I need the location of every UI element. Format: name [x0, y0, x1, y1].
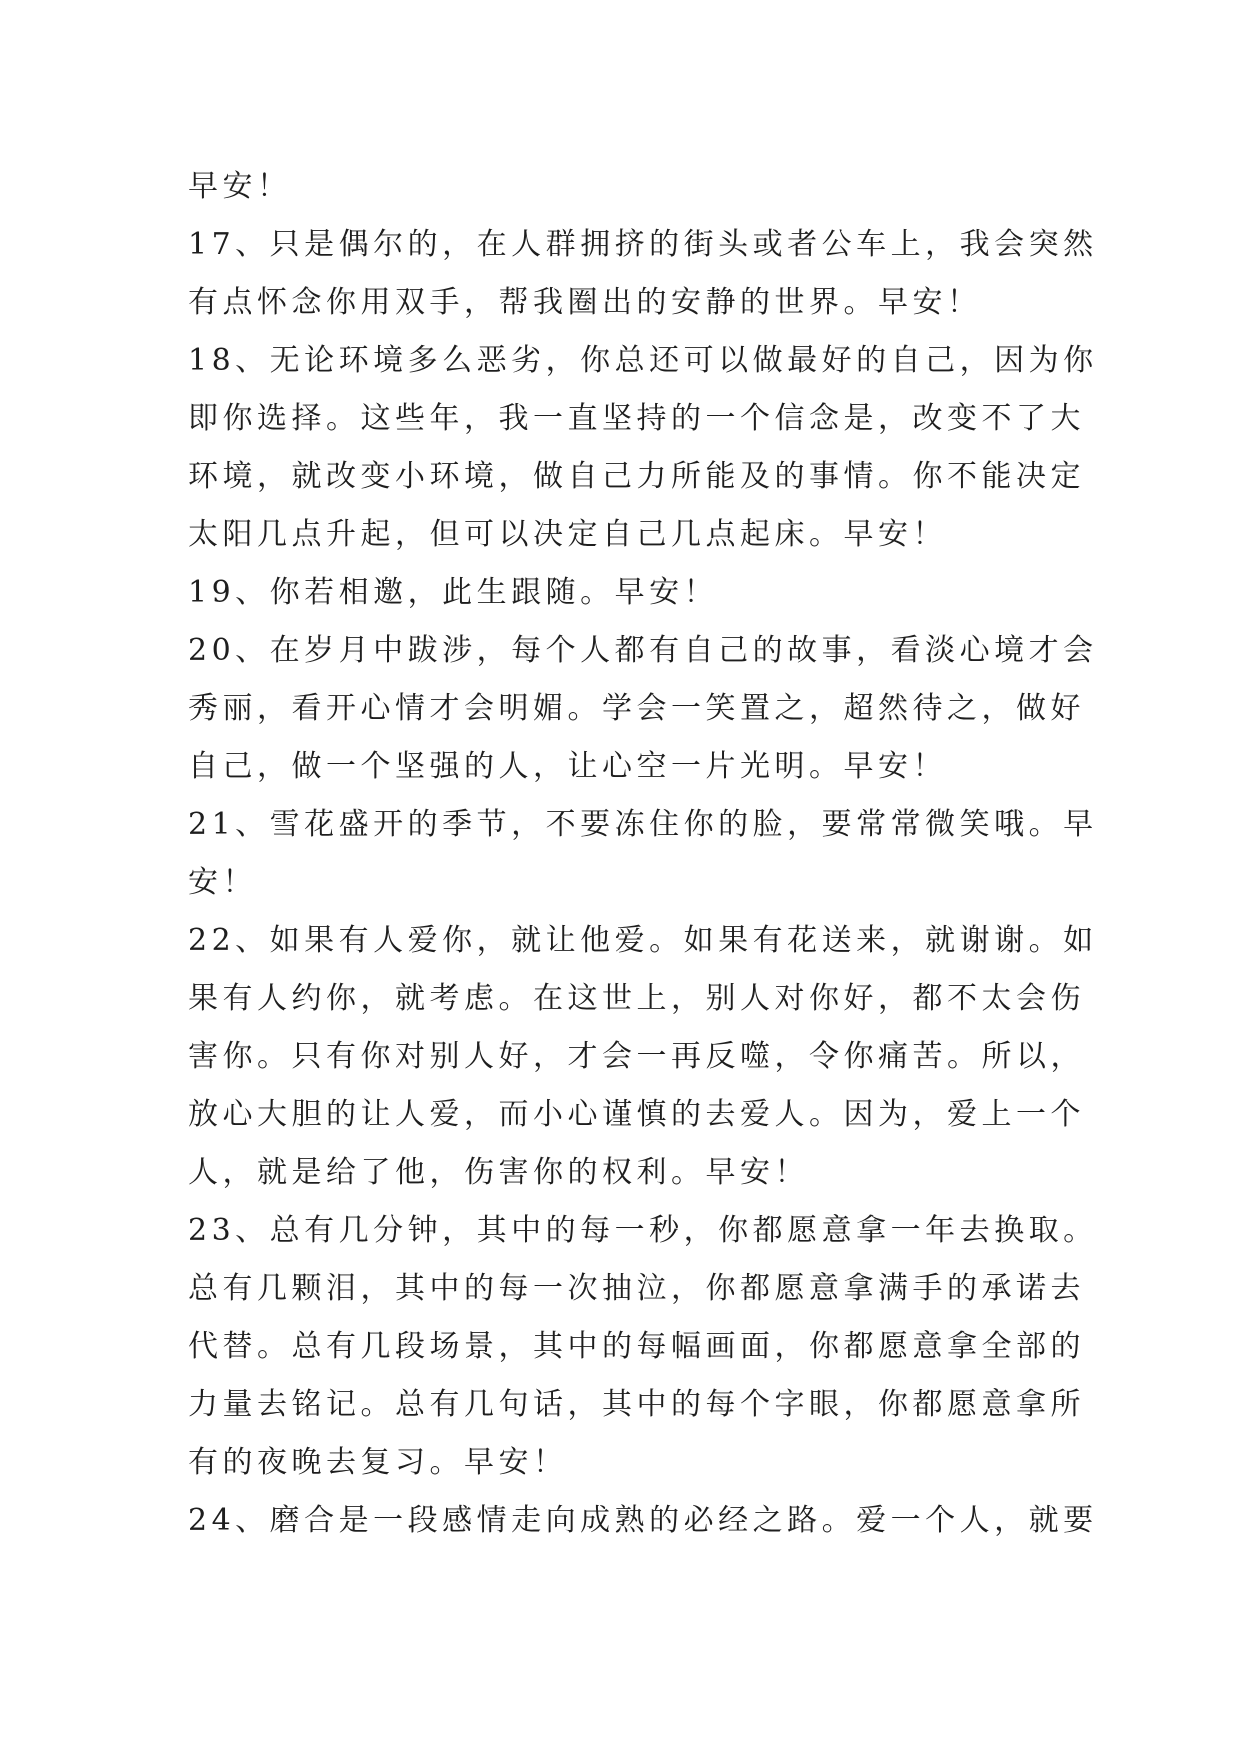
text-line: 20、在岁月中跋涉，每个人都有自己的故事，看淡心境才会 — [188, 633, 1098, 668]
text-line: 24、磨合是一段感情走向成熟的必经之路。爱一个人，就要 — [188, 1503, 1098, 1538]
text-line: 有的夜晚去复习。早安！ — [188, 1445, 568, 1480]
paragraph-22 — [188, 912, 1098, 1202]
text-line: 有点怀念你用双手，帮我圈出的安静的世界。早安！ — [188, 285, 982, 320]
paragraph-17 — [188, 216, 1098, 332]
text-line: 早安！ — [188, 169, 292, 204]
text-line: 秀丽，看开心情才会明媚。学会一笑置之，超然待之，做好 — [188, 691, 1085, 726]
paragraph-18 — [188, 332, 1098, 564]
text-line: 放心大胆的让人爱，而小心谨慎的去爱人。因为，爱上一个 — [188, 1097, 1085, 1132]
paragraph-16-tail — [188, 158, 1068, 216]
text-line: 力量去铭记。总有几句话，其中的每个字眼，你都愿意拿所 — [188, 1387, 1085, 1422]
text-line: 太阳几点升起，但可以决定自己几点起床。早安！ — [188, 517, 947, 552]
text-line: 23、总有几分钟，其中的每一秒，你都愿意拿一年去换取。 — [188, 1213, 1098, 1248]
text-line: 总有几颗泪，其中的每一次抽泣，你都愿意拿满手的承诺去 — [188, 1271, 1085, 1306]
document-body — [188, 158, 1098, 1550]
paragraph-24 — [188, 1492, 1098, 1550]
paragraph-23 — [188, 1202, 1098, 1492]
paragraph-20 — [188, 622, 1098, 796]
paragraph-19 — [188, 564, 1068, 622]
text-line: 即你选择。这些年，我一直坚持的一个信念是，改变不了大 — [188, 401, 1085, 436]
paragraph-21 — [188, 796, 1098, 912]
text-line: 代替。总有几段场景，其中的每幅画面，你都愿意拿全部的 — [188, 1329, 1085, 1364]
text-line: 环境，就改变小环境，做自己力所能及的事情。你不能决定 — [188, 459, 1085, 494]
text-line: 18、无论环境多么恶劣，你总还可以做最好的自己，因为你 — [188, 343, 1098, 378]
text-line: 自己，做一个坚强的人，让心空一片光明。早安！ — [188, 749, 947, 784]
text-line: 19、你若相邀，此生跟随。早安！ — [188, 575, 719, 610]
text-line: 人，就是给了他，伤害你的权利。早安！ — [188, 1155, 809, 1190]
text-line: 果有人约你，就考虑。在这世上，别人对你好，都不太会伤 — [188, 981, 1085, 1016]
text-line: 17、只是偶尔的，在人群拥挤的街头或者公车上，我会突然 — [188, 227, 1098, 262]
text-line: 安！ — [188, 865, 257, 900]
text-line: 22、如果有人爱你，就让他爱。如果有花送来，就谢谢。如 — [188, 923, 1098, 958]
text-line: 21、雪花盛开的季节，不要冻住你的脸，要常常微笑哦。早 — [188, 807, 1098, 842]
text-line: 害你。只有你对别人好，才会一再反噬，令你痛苦。所以， — [188, 1039, 1085, 1074]
